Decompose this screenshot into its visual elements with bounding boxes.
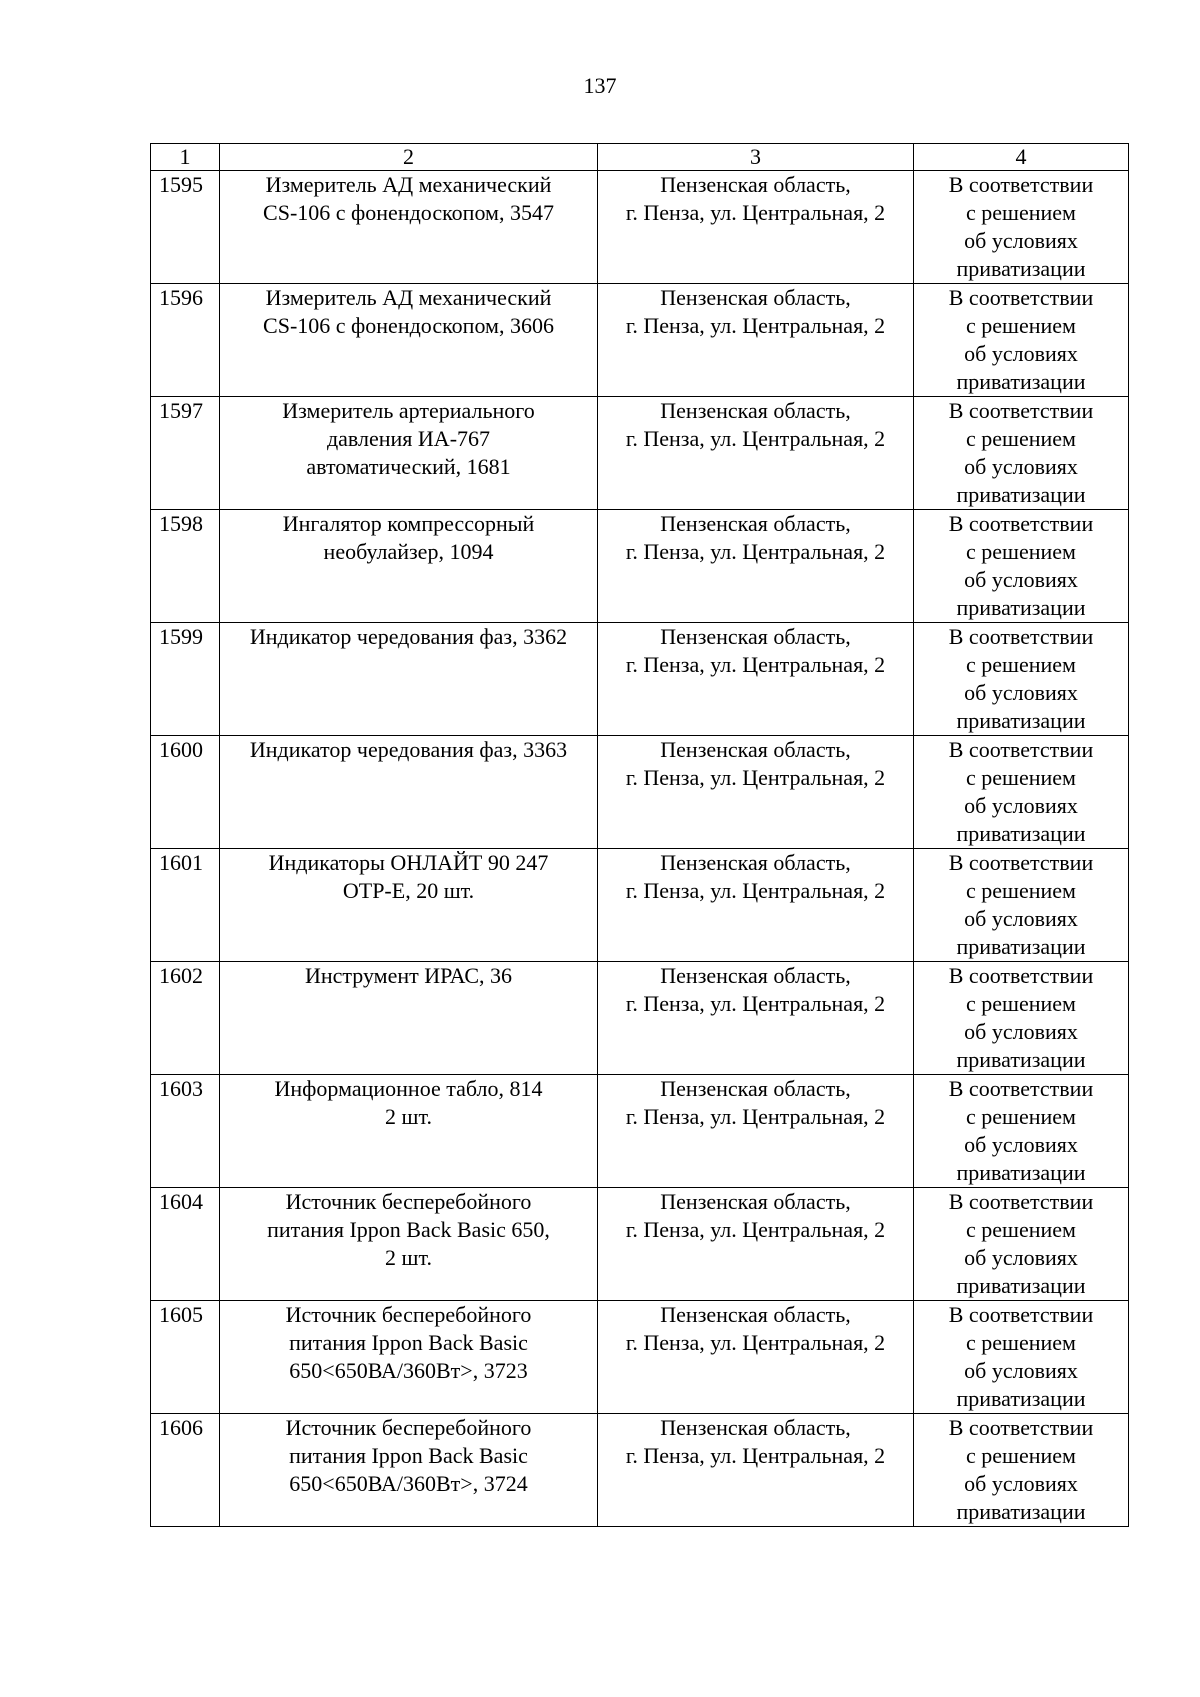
item-name: Измеритель АД механический CS-106 с фонендоскопом, 3606 [220, 284, 598, 397]
row-number: 1597 [151, 397, 220, 510]
table-row [151, 1301, 1129, 1414]
row-number: 1598 [151, 510, 220, 623]
header-col-2: 2 [220, 144, 598, 171]
row-number: 1606 [151, 1414, 220, 1527]
item-address: Пензенская область, г. Пенза, ул. Центральная, 2 [598, 736, 914, 849]
item-address: Пензенская область, г. Пенза, ул. Центральная, 2 [598, 510, 914, 623]
item-terms: В соответствии с решением об условиях приватизации [914, 1301, 1129, 1414]
item-address: Пензенская область, г. Пенза, ул. Центральная, 2 [598, 284, 914, 397]
row-number: 1603 [151, 1075, 220, 1188]
table-row [151, 736, 1129, 849]
item-terms: В соответствии с решением об условиях приватизации [914, 1414, 1129, 1527]
row-number: 1601 [151, 849, 220, 962]
item-terms: В соответствии с решением об условиях приватизации [914, 962, 1129, 1075]
header-col-4: 4 [914, 144, 1129, 171]
item-address: Пензенская область, г. Пенза, ул. Центральная, 2 [598, 962, 914, 1075]
item-address: Пензенская область, г. Пенза, ул. Центральная, 2 [598, 1075, 914, 1188]
item-terms: В соответствии с решением об условиях приватизации [914, 510, 1129, 623]
table-row [151, 1414, 1129, 1527]
item-terms: В соответствии с решением об условиях приватизации [914, 1188, 1129, 1301]
item-terms: В соответствии с решением об условиях приватизации [914, 284, 1129, 397]
item-terms: В соответствии с решением об условиях приватизации [914, 849, 1129, 962]
item-address: Пензенская область, г. Пенза, ул. Центральная, 2 [598, 1301, 914, 1414]
item-address: Пензенская область, г. Пенза, ул. Центральная, 2 [598, 1414, 914, 1527]
item-name: Источник бесперебойного питания Ippon Back Basic 650<650ВА/360Вт>, 3724 [220, 1414, 598, 1527]
row-number: 1602 [151, 962, 220, 1075]
item-address: Пензенская область, г. Пенза, ул. Центральная, 2 [598, 397, 914, 510]
header-col-3: 3 [598, 144, 914, 171]
table-row [151, 1188, 1129, 1301]
table-row [151, 1075, 1129, 1188]
property-table [150, 143, 1129, 1527]
row-number: 1605 [151, 1301, 220, 1414]
page-number: 137 [583, 73, 617, 98]
item-terms: В соответствии с решением об условиях приватизации [914, 171, 1129, 284]
table-row [151, 510, 1129, 623]
table-row [151, 397, 1129, 510]
item-name: Источник бесперебойного питания Ippon Back Basic 650<650ВА/360Вт>, 3723 [220, 1301, 598, 1414]
table-header [151, 144, 1129, 171]
header-row [151, 144, 1129, 171]
item-name: Индикаторы ОНЛАЙТ 90 247 ОТР-Е, 20 шт. [220, 849, 598, 962]
row-number: 1600 [151, 736, 220, 849]
item-terms: В соответствии с решением об условиях приватизации [914, 1075, 1129, 1188]
item-name: Источник бесперебойного питания Ippon Back Basic 650, 2 шт. [220, 1188, 598, 1301]
item-terms: В соответствии с решением об условиях приватизации [914, 736, 1129, 849]
header-col-1: 1 [151, 144, 220, 171]
item-name: Ингалятор компрессорный необулайзер, 1094 [220, 510, 598, 623]
item-terms: В соответствии с решением об условиях приватизации [914, 397, 1129, 510]
table-row [151, 171, 1129, 284]
row-number: 1596 [151, 284, 220, 397]
item-address: Пензенская область, г. Пенза, ул. Центральная, 2 [598, 1188, 914, 1301]
item-address: Пензенская область, г. Пенза, ул. Центральная, 2 [598, 623, 914, 736]
item-name: Информационное табло, 814 2 шт. [220, 1075, 598, 1188]
item-address: Пензенская область, г. Пенза, ул. Центральная, 2 [598, 171, 914, 284]
row-number: 1599 [151, 623, 220, 736]
table-row [151, 962, 1129, 1075]
item-name: Измеритель артериального давления ИА-767 автоматический, 1681 [220, 397, 598, 510]
item-name: Измеритель АД механический CS-106 с фонендоскопом, 3547 [220, 171, 598, 284]
item-terms: В соответствии с решением об условиях приватизации [914, 623, 1129, 736]
row-number: 1595 [151, 171, 220, 284]
item-name: Индикатор чередования фаз, 3362 [220, 623, 598, 736]
table-body [151, 171, 1129, 1527]
table-row [151, 849, 1129, 962]
table-row [151, 284, 1129, 397]
item-name: Инструмент ИРАС, 36 [220, 962, 598, 1075]
row-number: 1604 [151, 1188, 220, 1301]
table-row [151, 623, 1129, 736]
item-address: Пензенская область, г. Пенза, ул. Центральная, 2 [598, 849, 914, 962]
item-name: Индикатор чередования фаз, 3363 [220, 736, 598, 849]
